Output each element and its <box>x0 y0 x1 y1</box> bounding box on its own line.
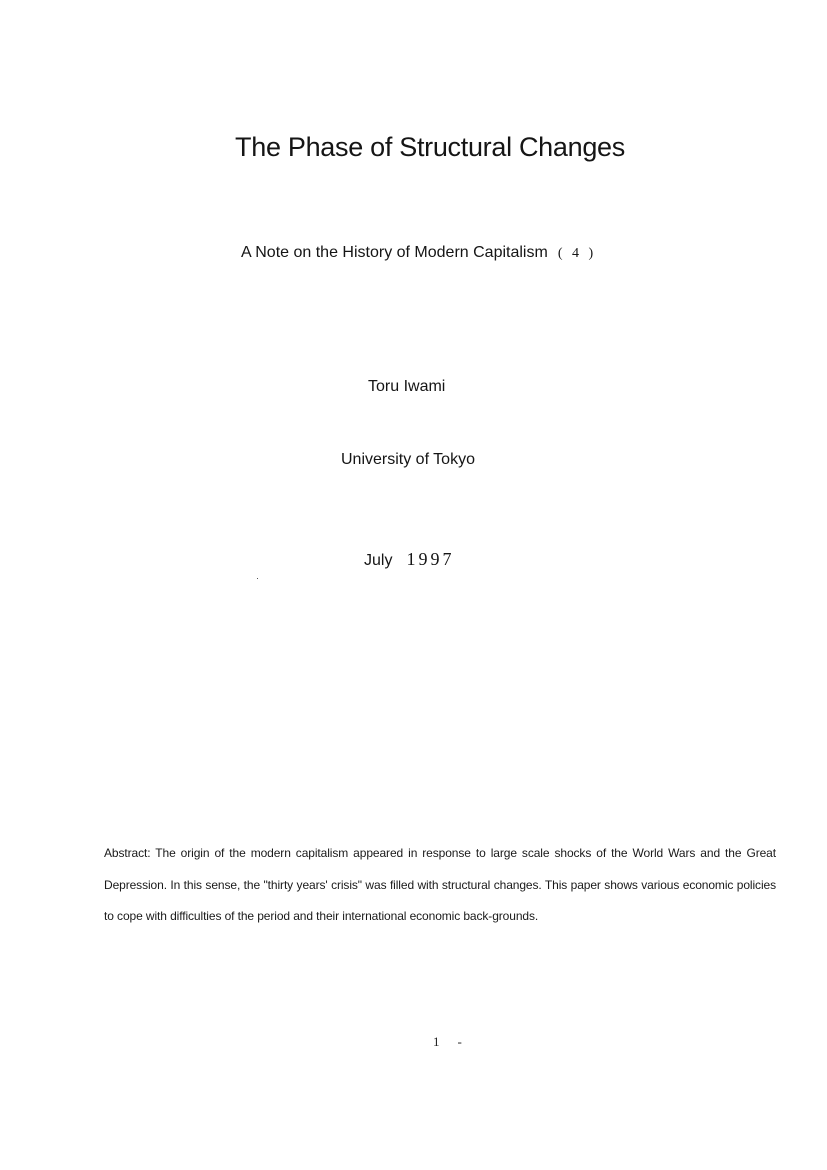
author-affiliation: University of Tokyo <box>341 451 475 468</box>
author-name: Toru Iwami <box>368 378 446 395</box>
page-number-value: 1 <box>433 1034 440 1049</box>
date-year: 1997 <box>406 549 455 569</box>
paper-subtitle <box>241 244 596 262</box>
scan-speck <box>257 578 258 579</box>
subtitle-text: A Note on the History of Modern Capitalism <box>241 244 548 261</box>
paper-title: The Phase of Structural Changes <box>235 132 625 162</box>
page-number <box>433 1034 462 1050</box>
publication-date <box>364 549 454 570</box>
subtitle-number: ( 4 ) <box>557 246 597 261</box>
abstract-label: Abstract: <box>104 846 151 860</box>
page-number-dash: - <box>457 1034 462 1049</box>
abstract-text: The origin of the modern capitalism appeared in response to large scale shocks of the World Wars and the Great Depression. In this sense, the "thirty years' crisis" was filled with structural changes. This paper shows various economic policies to cope with difficulties of the period and their international economic back-grounds. <box>104 846 776 923</box>
date-month: July <box>364 552 393 569</box>
abstract <box>104 838 776 933</box>
